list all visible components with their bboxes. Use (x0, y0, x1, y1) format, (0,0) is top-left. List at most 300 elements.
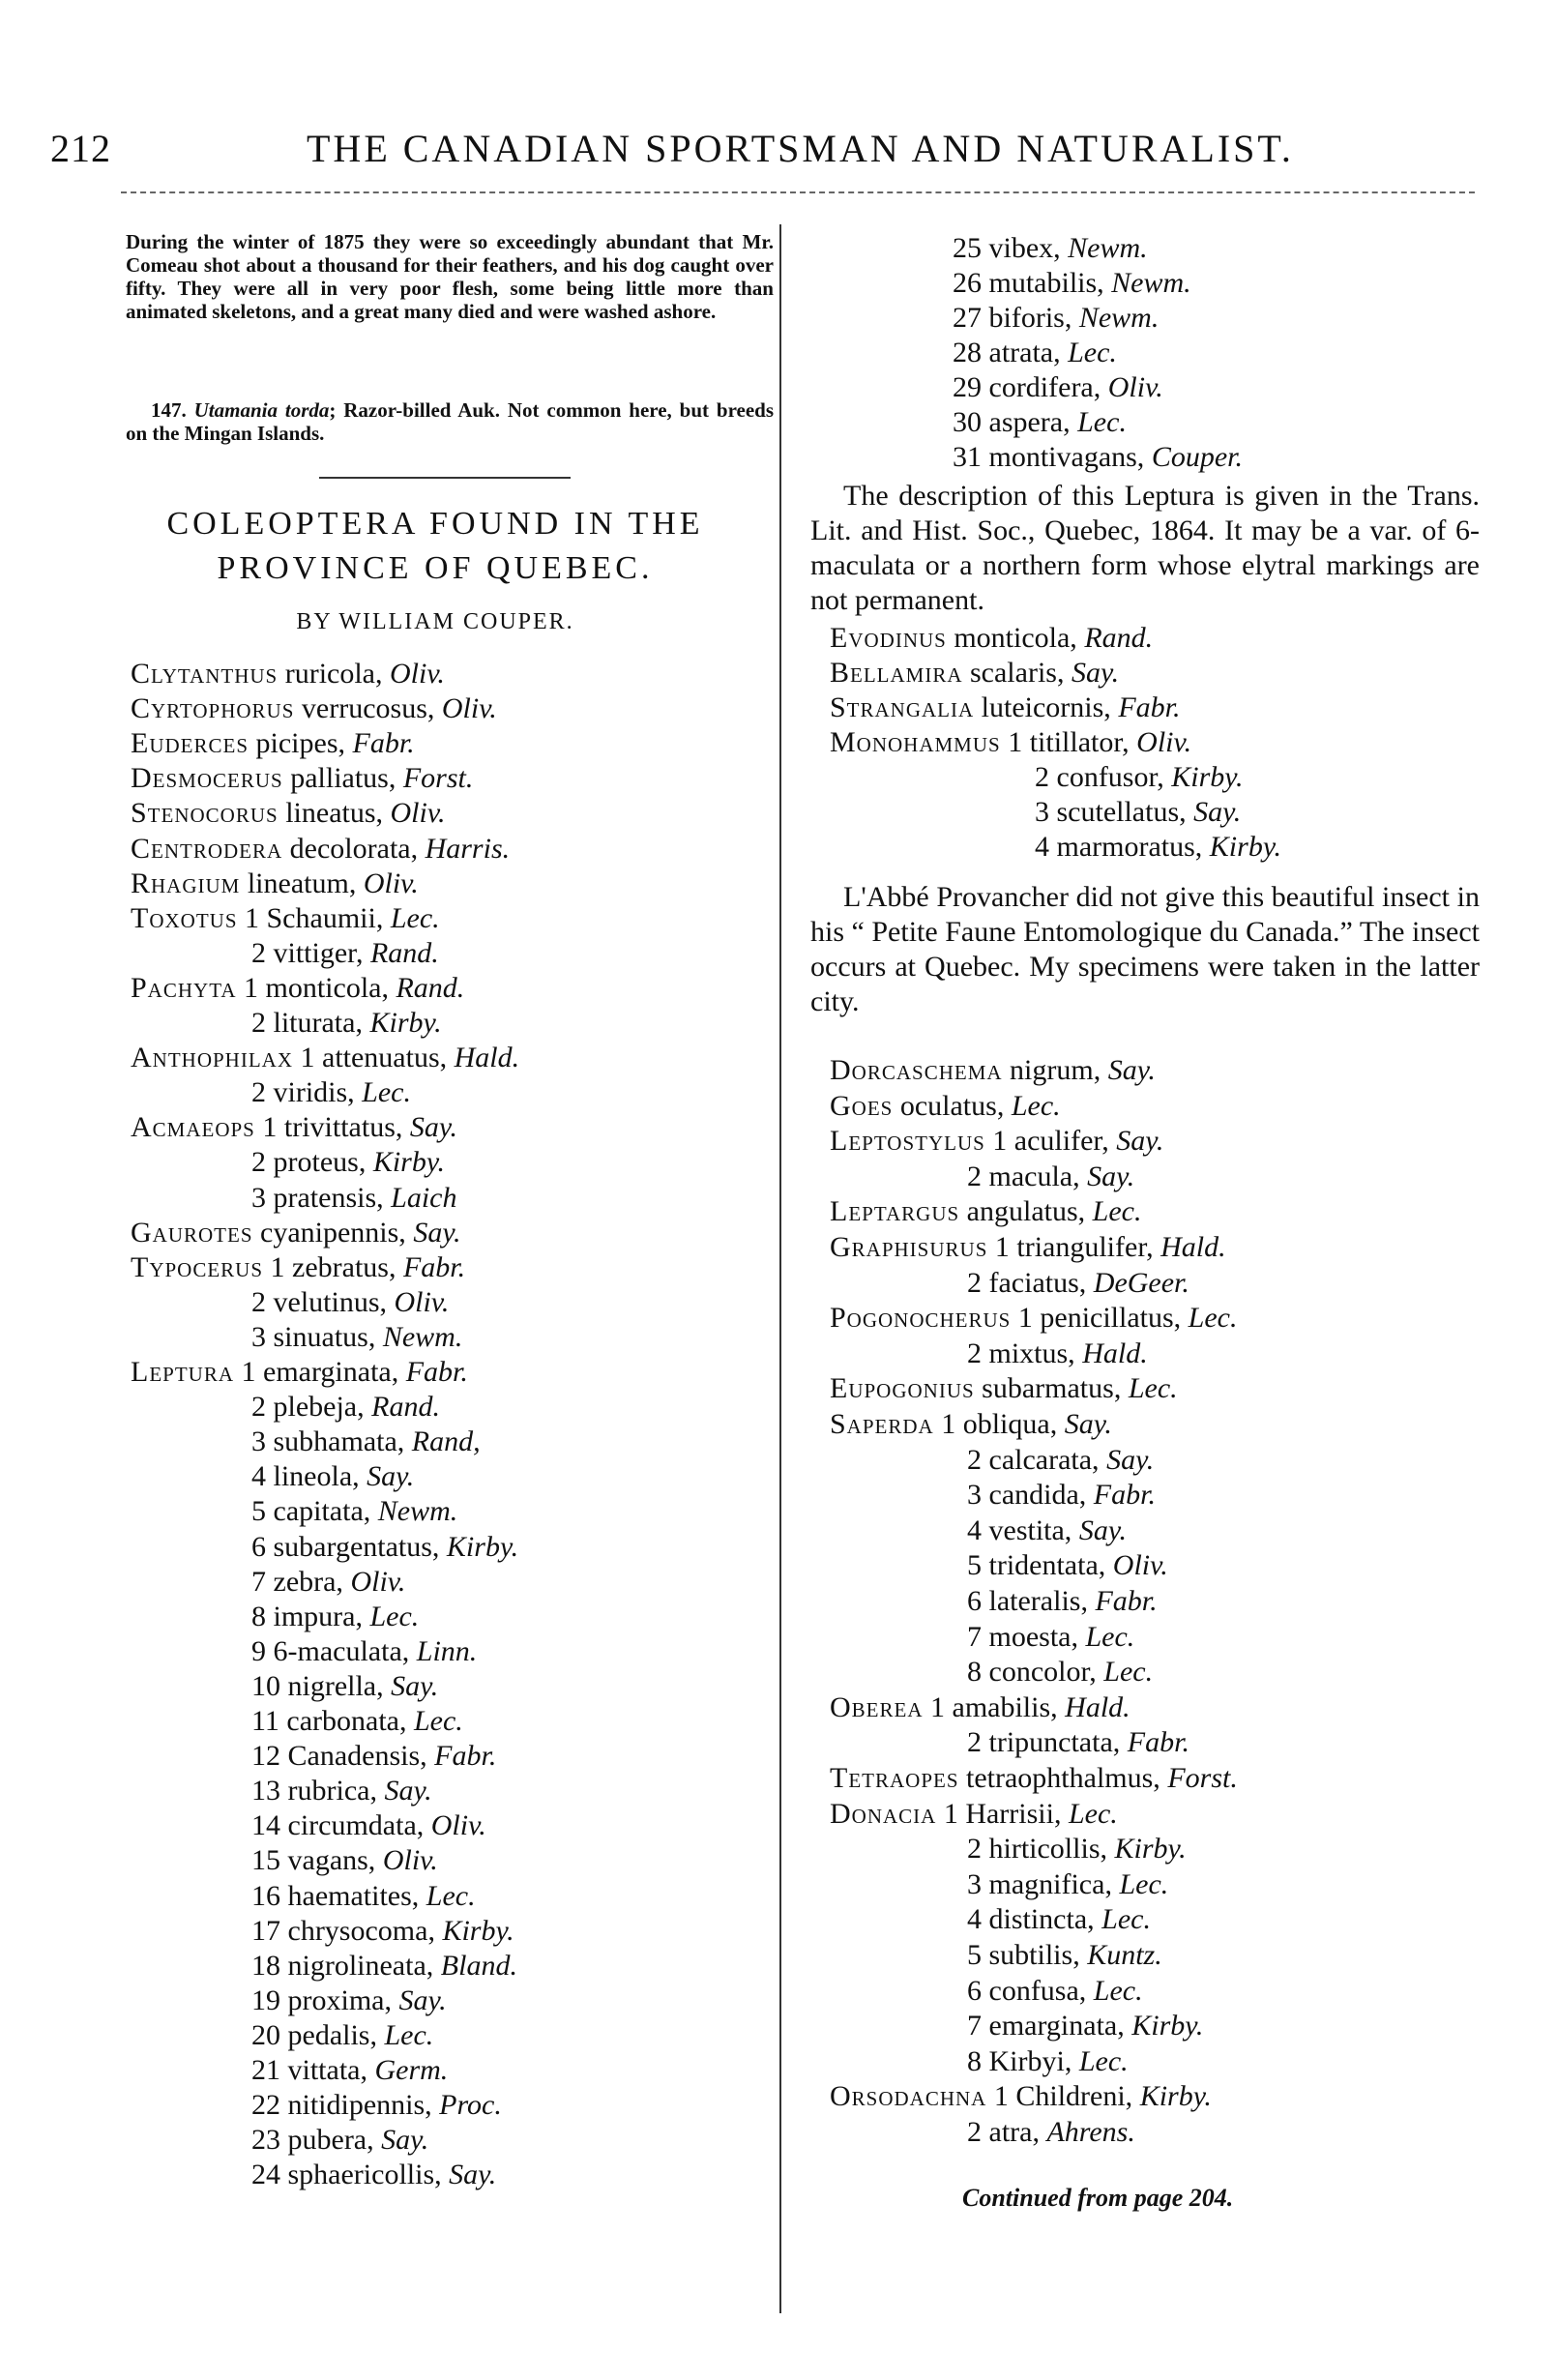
species-number: 4 (967, 1513, 982, 1546)
species-entry (967, 1975, 1143, 2008)
author-name: Kuntz. (1087, 1939, 1162, 1971)
author-name: Oliv. (350, 1565, 406, 1598)
species-epithet: marmoratus, (1056, 831, 1203, 863)
author-name: Lec. (1128, 1372, 1178, 1405)
author-name: Hald. (1160, 1231, 1226, 1263)
species-epithet: monticola, (954, 622, 1077, 654)
species-entry (131, 1111, 457, 1144)
species-epithet: confusa, (988, 1974, 1087, 2007)
species-epithet: magnifica, (988, 1867, 1112, 1900)
species-number: 8 (967, 2044, 982, 2077)
species-epithet: obliqua, (962, 1408, 1058, 1440)
author-name: Say. (391, 1669, 439, 1702)
species-epithet: hirticollis, (988, 1833, 1107, 1866)
author-name: Kirby. (442, 1914, 514, 1947)
author-name: Oliv. (363, 867, 419, 899)
species-number: 2 (1035, 761, 1049, 793)
species-entry (967, 1337, 1148, 1370)
author-name: Forst. (402, 762, 474, 795)
species-entry (131, 1356, 468, 1389)
species-number: 1 (270, 1250, 285, 1283)
author-name: Fabr. (405, 1356, 468, 1388)
genus-name: Acmaeops (131, 1111, 255, 1144)
author-name: Lec. (1068, 1797, 1118, 1830)
species-epithet: amabilis, (952, 1690, 1058, 1723)
species-number: 4 (1035, 831, 1049, 863)
species-epithet: velutinus, (273, 1285, 387, 1318)
genus-name: Orsodachna (830, 2080, 987, 2113)
column-rule (779, 224, 781, 2313)
species-entry (967, 2045, 1129, 2078)
species-epithet: subargentatus, (273, 1530, 440, 1563)
author-name: Newm. (1078, 302, 1160, 334)
species-entry (251, 1740, 496, 1773)
species-entry (830, 1125, 1163, 1158)
species-epithet: aculifer, (1013, 1125, 1109, 1158)
species-number: 25 (953, 232, 982, 264)
species-entry (953, 406, 1127, 439)
paragraph-winter: During the winter of 1875 they were so exceedingly abundant that Mr. Comeau shot about a thousand for their feathers, and his dog caught over fifty. They were all in very poor flesh, some being little more than animated skeletons, and a great many died and were washed ashore. (126, 230, 774, 323)
species-entry (967, 1621, 1134, 1654)
species-number: 2 (967, 2116, 982, 2148)
species-entry (251, 1915, 514, 1948)
author-name: Newm. (1068, 232, 1148, 264)
species-number: 6 (967, 1974, 982, 2007)
species-epithet: rubrica, (287, 1775, 377, 1807)
species-entry (131, 833, 510, 866)
species-entry (131, 867, 419, 900)
species-number: 6 (967, 1585, 982, 1617)
species-epithet: calcarata, (988, 1443, 1100, 1476)
species-entry (953, 337, 1117, 369)
genus-name: Monohammus (830, 726, 1001, 758)
author-name: Hald. (1082, 1337, 1148, 1369)
author-name: Oliv. (390, 658, 445, 690)
author-name: Newm. (382, 1320, 463, 1353)
author-name: Lec. (369, 1600, 420, 1632)
author-name: Lec. (362, 1076, 411, 1109)
species-entry (251, 1670, 438, 1703)
species-epithet: lateralis, (988, 1585, 1088, 1617)
species-epithet: nitidipennis, (287, 2089, 432, 2122)
species-number: 16 (251, 1879, 280, 1912)
species-number: 15 (251, 1844, 280, 1877)
species-entry (967, 1585, 1158, 1618)
author-name: Say. (1087, 1160, 1135, 1192)
article-title-line2: PROVINCE OF QUEBEC. (217, 550, 654, 586)
species-number: 6 (251, 1530, 266, 1563)
species-number: 10 (251, 1669, 280, 1702)
species-epithet: faciatus, (988, 1266, 1087, 1299)
species-epithet: picipes, (255, 727, 345, 760)
species-entry (251, 1007, 442, 1040)
species-epithet: subtilis, (988, 1939, 1080, 1971)
species-number: 7 (967, 2010, 982, 2042)
species-number: 2 (251, 1285, 266, 1318)
species-epithet: Schaumii, (266, 901, 384, 934)
species-entry (830, 1762, 1238, 1795)
species-entry (251, 1880, 476, 1913)
species-entry (251, 1984, 447, 2017)
species-entry (131, 692, 497, 725)
author-name: Oliv. (390, 797, 446, 830)
genus-name: Toxotus (131, 901, 238, 934)
species-number: 1 (930, 1690, 945, 1723)
species-entry (251, 1495, 457, 1528)
species-number: 5 (967, 1549, 982, 1582)
genus-name: Donacia (830, 1797, 937, 1830)
species-number: 8 (251, 1600, 266, 1632)
species-epithet: liturata, (273, 1007, 363, 1039)
species-number: 1 (241, 1356, 256, 1388)
species-epithet: subarmatus, (982, 1372, 1122, 1405)
author-name: Kirby. (372, 1146, 446, 1179)
species-epithet: mixtus, (988, 1337, 1075, 1369)
species-epithet: pratensis, (273, 1181, 384, 1214)
species-number: 1 (244, 971, 258, 1004)
species-epithet: concolor, (988, 1656, 1097, 1689)
section-rule (319, 477, 571, 479)
species-epithet: lineola, (273, 1460, 360, 1493)
species-entry (967, 1939, 1162, 1972)
author-name: Say. (413, 1216, 461, 1249)
entry-number: 147. (151, 398, 187, 422)
species-entry (953, 232, 1148, 265)
species-epithet: haematites, (287, 1879, 420, 1912)
species-epithet: proteus, (273, 1146, 367, 1179)
author-name: Lec. (1101, 1903, 1151, 1936)
genus-name: Anthophilax (131, 1042, 293, 1074)
species-entry (131, 762, 473, 795)
genus-name: Strangalia (830, 691, 975, 723)
species-epithet: nigrella, (287, 1669, 384, 1702)
species-number: 1 (941, 1408, 956, 1440)
author-name: Laich (391, 1181, 457, 1214)
byline: BY WILLIAM COUPER. (296, 609, 574, 634)
species-entry (251, 1566, 405, 1599)
species-number: 20 (251, 2018, 280, 2051)
species-epithet: emarginata, (263, 1356, 399, 1388)
genus-name: Tetraopes (830, 1762, 959, 1794)
author-name: Couper. (1151, 441, 1243, 473)
species-entry (967, 1726, 1189, 1759)
species-entry (131, 1217, 460, 1249)
genus-name: Leptostylus (830, 1125, 985, 1158)
author-name: Lec. (1078, 2044, 1129, 2077)
species-number: 3 (967, 1867, 982, 1900)
species-number: 18 (251, 1949, 280, 1982)
page-header (50, 126, 1501, 184)
genus-name: Graphisurus (830, 1231, 988, 1263)
species-entry (830, 1798, 1118, 1831)
species-entry (830, 1195, 1141, 1228)
species-epithet: circumdata, (287, 1809, 425, 1842)
species-entry (830, 1054, 1156, 1087)
species-epithet: palliatus, (290, 762, 396, 795)
author-name: Oliv. (382, 1844, 438, 1877)
header-rule (121, 191, 1475, 193)
species-epithet: subhamata, (273, 1425, 405, 1458)
author-name: Lec. (390, 901, 440, 934)
species-number: 1 (262, 1111, 278, 1144)
author-name: Lec. (1119, 1867, 1169, 1900)
author-name: Ahrens. (1046, 2116, 1135, 2148)
species-entry (251, 1809, 486, 1842)
species-entry (131, 658, 445, 690)
author-name: Oliv. (441, 692, 497, 725)
species-entry (251, 1635, 477, 1668)
species-epithet: lineatus, (285, 797, 384, 830)
author-name: Oliv. (1112, 1549, 1168, 1582)
species-number: 1 (300, 1042, 315, 1074)
species-entry (131, 1042, 519, 1074)
author-name: DeGeer. (1093, 1266, 1189, 1299)
species-number: 2 (967, 1337, 982, 1369)
species-number: 13 (251, 1775, 280, 1807)
author-name: Lec. (1011, 1089, 1061, 1122)
author-name: Germ. (374, 2054, 449, 2086)
author-name: Hald. (454, 1042, 520, 1074)
species-epithet: oculatus, (899, 1089, 1005, 1122)
author-name: Lec. (426, 1879, 476, 1912)
species-entry (953, 371, 1163, 404)
species-entry (251, 1460, 414, 1493)
species-entry (953, 302, 1159, 335)
running-head: THE CANADIAN SPORTSMAN AND NATURALIST. (307, 127, 1294, 170)
author-name: Lec. (1093, 1974, 1143, 2007)
species-epithet: aspera, (988, 406, 1071, 438)
species-epithet: cordifera, (988, 371, 1101, 403)
species-number: 30 (953, 406, 982, 438)
species-entry (251, 937, 439, 970)
species-epithet: scutellatus, (1056, 796, 1187, 828)
species-epithet: Childreni, (1015, 2080, 1133, 2113)
species-entry (967, 1903, 1151, 1936)
species-number: 19 (251, 1983, 280, 2016)
author-name: Say. (381, 2124, 429, 2157)
species-epithet: viridis, (273, 1076, 355, 1109)
species-number: 2 (251, 1146, 266, 1179)
author-name: Kirby. (1114, 1833, 1187, 1866)
author-name: Fabr. (402, 1250, 466, 1283)
species-number: 7 (251, 1565, 266, 1598)
species-entry (830, 691, 1181, 724)
species-entry (251, 2124, 428, 2157)
species-epithet: sphaericollis, (287, 2159, 442, 2191)
species-epithet: pubera, (287, 2124, 374, 2157)
species-entry (967, 1549, 1168, 1582)
author-name: Say. (1116, 1125, 1164, 1158)
species-epithet: zebra, (273, 1565, 343, 1598)
author-name: Say. (384, 1775, 432, 1807)
author-name: Rand, (411, 1425, 481, 1458)
species-epithet: triangulifer, (1016, 1231, 1154, 1263)
author-name: Proc. (439, 2089, 502, 2122)
species-number: 3 (251, 1320, 266, 1353)
genus-name: Clytanthus (131, 658, 279, 690)
species-epithet: nigrolineata, (287, 1949, 434, 1982)
species-epithet: candida, (988, 1479, 1087, 1512)
author-name: Harris. (425, 832, 511, 865)
author-name: Lec. (1085, 1620, 1135, 1653)
species-entry (830, 1691, 1130, 1724)
genus-name: Saperda (830, 1408, 934, 1440)
species-entry (967, 1514, 1127, 1547)
author-name: Bland. (440, 1949, 517, 1982)
species-number: 2 (251, 1076, 266, 1109)
author-name: Rand. (371, 1391, 440, 1424)
author-name: Say. (1071, 657, 1120, 689)
species-epithet: plebeja, (273, 1391, 365, 1424)
author-name: Oliv. (1136, 726, 1192, 758)
species-entry (830, 622, 1153, 655)
genus-name: Bellamira (830, 657, 963, 689)
species-epithet: proxima, (287, 1983, 392, 2016)
author-name: Say. (1106, 1443, 1155, 1476)
species-entry (131, 972, 464, 1005)
species-epithet: attenuatus, (322, 1042, 448, 1074)
species-number: 8 (967, 1656, 982, 1689)
species-entry (251, 1844, 438, 1877)
author-name: Say. (367, 1460, 415, 1493)
author-name: Say. (398, 1983, 447, 2016)
species-entry (830, 1408, 1112, 1441)
paragraph-provancher-note: L'Abbé Provancher did not give this beautiful insect in his “ Petite Faune Entomologique du Canada.” The insect occurs at Quebec. My specimens were taken in the latter city. (810, 881, 1480, 1017)
species-epithet: decolorata, (289, 832, 419, 865)
genus-name: Pogonocherus (830, 1302, 1012, 1335)
species-epithet: verrucosus, (301, 692, 435, 725)
species-number: 2 (251, 1391, 266, 1424)
genus-name: Stenocorus (131, 797, 279, 830)
species-entry (830, 2080, 1212, 2113)
species-entry (830, 1302, 1238, 1335)
author-name: Say. (1064, 1408, 1112, 1440)
paragraph-leptura-note: The description of this Leptura is given in the Trans. Lit. and Hist. Soc., Quebec, 1864. It may be a var. of 6-maculata or a northern form whose elytral markings are not permanent. (810, 480, 1480, 616)
species-entry (953, 267, 1191, 300)
author-name: Oliv. (430, 1809, 486, 1842)
paragraph-text: ; Razor-billed Auk. Not common here, but breeds on the Mingan Islands. (126, 398, 775, 445)
author-name: Hald. (1065, 1690, 1130, 1723)
species-entry (967, 1656, 1153, 1689)
species-epithet: atrata, (988, 337, 1061, 368)
species-epithet: emarginata, (988, 2010, 1125, 2042)
species-number: 2 (251, 1007, 266, 1039)
species-number: 22 (251, 2089, 280, 2122)
species-number: 3 (251, 1181, 266, 1214)
species-number: 3 (1035, 796, 1049, 828)
species-number: 2 (967, 1443, 982, 1476)
species-epithet: penicillatus, (1040, 1302, 1182, 1335)
species-number: 27 (953, 302, 982, 334)
author-name: Kirby. (446, 1530, 519, 1563)
author-name: Fabr. (1118, 691, 1181, 723)
species-entry (251, 2054, 448, 2087)
species-epithet: scalaris, (970, 657, 1065, 689)
species-epithet: monticola, (265, 971, 389, 1004)
species-number: 1 (1008, 726, 1023, 758)
author-name: Kirby. (1131, 2010, 1204, 2042)
species-entry (251, 1076, 411, 1109)
species-entry (1035, 831, 1281, 864)
species-entry (953, 441, 1243, 474)
author-name: Lec. (413, 1705, 463, 1737)
species-number: 2 (967, 1726, 982, 1759)
species-entry (251, 2159, 496, 2191)
species-epithet: distincta, (988, 1903, 1095, 1936)
species-epithet: lineatum, (247, 867, 357, 899)
species-entry (251, 1425, 481, 1458)
species-entry (251, 1146, 445, 1179)
genus-name: Gaurotes (131, 1216, 253, 1249)
author-name: Lec. (1068, 337, 1117, 368)
species-epithet: montivagans, (988, 441, 1145, 473)
species-epithet: moesta, (988, 1620, 1078, 1653)
species-epithet: mutabilis, (988, 267, 1104, 299)
species-epithet: Kirbyi, (988, 2044, 1072, 2077)
species-entry (251, 2089, 502, 2122)
species-number: 24 (251, 2159, 280, 2191)
species-entry (251, 1182, 456, 1215)
species-entry (251, 1321, 462, 1354)
species-entry (251, 1286, 449, 1319)
species-number: 2 (967, 1160, 982, 1192)
author-name: Newm. (1111, 267, 1191, 299)
species-epithet: 6-maculata, (273, 1634, 410, 1667)
species-number: 7 (967, 1620, 982, 1653)
species-epithet: nigrum, (1010, 1054, 1101, 1086)
species-number: 4 (967, 1903, 982, 1936)
species-entry (967, 1479, 1156, 1512)
author-name: Fabr. (434, 1740, 497, 1773)
author-name: Fabr. (352, 727, 415, 760)
species-epithet: vestita, (988, 1513, 1072, 1546)
species-number: 3 (967, 1479, 982, 1512)
species-epithet: vittiger, (273, 936, 364, 969)
species-number: 1 (1017, 1302, 1033, 1335)
author-name: Lec. (1077, 406, 1127, 438)
species-entry (967, 1833, 1187, 1866)
species-entry (967, 2116, 1135, 2149)
species-entry (967, 1868, 1168, 1901)
species-entry (830, 657, 1119, 690)
species-epithet: ruricola, (284, 658, 383, 690)
genus-name: Euderces (131, 727, 250, 760)
author-name: Kirby. (1139, 2080, 1212, 2113)
species-entry (1035, 796, 1241, 829)
species-number: 1 (994, 1231, 1010, 1263)
species-entry (131, 797, 445, 830)
genus-name: Rhagium (131, 867, 241, 899)
species-entry (131, 1251, 465, 1284)
species-epithet: sinuatus, (273, 1320, 376, 1353)
species-number: 3 (251, 1425, 266, 1458)
genus-name: Goes (830, 1089, 894, 1122)
species-entry (830, 726, 1191, 759)
species-number: 26 (953, 267, 982, 299)
author-name: Rand. (369, 936, 439, 969)
species-number: 2 (967, 1266, 982, 1299)
species-name: Utamania torda (193, 398, 330, 422)
genus-name: Pachyta (131, 971, 237, 1004)
author-name: Lec. (1103, 1656, 1154, 1689)
species-number: 28 (953, 337, 982, 368)
species-epithet: vibex, (988, 232, 1061, 264)
author-name: Fabr. (1127, 1726, 1189, 1759)
genus-name: Leptura (131, 1356, 234, 1388)
genus-name: Eupogonius (830, 1372, 975, 1405)
species-epithet: vagans, (287, 1844, 376, 1877)
species-entry (830, 1231, 1226, 1264)
